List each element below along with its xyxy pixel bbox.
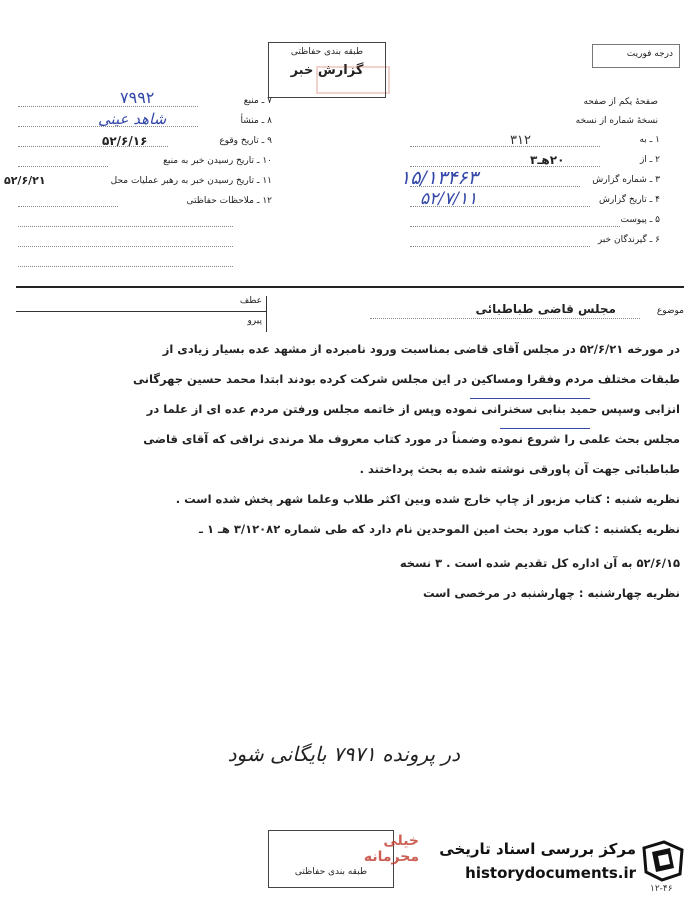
archive-website: historydocuments.ir xyxy=(465,864,636,882)
right-field-3: ۳ ـ شماره گزارش ۱۵/۱۳۴۶۳ xyxy=(400,167,660,189)
dotted-line xyxy=(18,146,168,147)
dotted-line xyxy=(410,186,580,187)
field-num: ۹ xyxy=(267,136,272,146)
left-field-8: ۸ ـ منشأ شاهد عینی xyxy=(98,110,272,128)
right-field-1: ۱ ـ به ۳۱۲ xyxy=(510,133,660,148)
dotted-line xyxy=(410,146,600,147)
priority-box xyxy=(592,44,680,68)
archive-center-name: مرکز بررسی اسناد تاریخی xyxy=(439,840,636,858)
opinion-line: نظریه یکشنبه : کتاب مورد بحث امین الموحدین نام دارد که طی شماره ۳/۱۲۰۸۲ هـ ۱ ـ xyxy=(199,522,680,536)
field-num: ۷ xyxy=(267,96,272,106)
body-line: طباطبائی جهت آن پاورقی نوشته شده به بحث پرداختند . xyxy=(359,462,680,476)
field-label: منشأ xyxy=(240,116,259,126)
dotted-line xyxy=(18,266,233,267)
header-separator xyxy=(16,286,684,288)
priority-label: درجه فوریت xyxy=(626,49,673,59)
field-label: از xyxy=(639,155,647,165)
opinion-line: نظریه شنبه : کتاب مزبور از چاپ خارج شده وبین اکثر طلاب وعلما شهر پخش شده است . xyxy=(175,492,680,506)
field-num: ۳ xyxy=(655,175,660,185)
dotted-line xyxy=(410,246,590,247)
dotted-line xyxy=(18,106,198,107)
opinion-line: ۵۲/۶/۱۵ به آن اداره کل تقدیم شده است . ۳ نسخه xyxy=(399,556,680,570)
dotted-line xyxy=(18,206,118,207)
field-num: ۱۰ xyxy=(262,156,272,166)
stamp-mark xyxy=(316,66,390,94)
field-value-origin: شاهد عینی xyxy=(98,110,167,128)
field-label: منبع xyxy=(243,96,259,106)
field-label: تاریخ گزارش xyxy=(598,195,647,205)
page-line-text: صفحهٔ یکم از صفحه xyxy=(583,97,658,107)
body-line: در مورخه ۵۲/۶/۲۱ در مجلس آقای قاضی بمناسبت ورود نامبرده از مشهد عده بسیار زیادی از xyxy=(162,342,680,356)
peyro-label: پیرو xyxy=(247,316,262,326)
archive-logo-icon xyxy=(640,840,686,882)
right-field-2: ۲ ـ از ۲۰هـ۳ xyxy=(530,153,660,167)
secret-stamp: خیلی محرمانه xyxy=(363,833,419,865)
field-label: به xyxy=(639,135,647,145)
left-field-11: ۱۱ ـ تاریخ رسیدن خبر به رهبر عملیات محل ۵۲/۶/۲۱ xyxy=(4,174,272,187)
subject-label: موضوع xyxy=(656,306,684,316)
field-num: ۱۲ xyxy=(262,196,272,206)
underline-mark xyxy=(500,428,590,429)
field-num: ۲ xyxy=(655,155,660,165)
page-line xyxy=(420,97,658,107)
left-field-7: ۷ ـ منبع ۷۹۹۲ xyxy=(120,88,272,107)
page-code: ۱۲-۴۶ xyxy=(650,884,673,894)
report-body xyxy=(40,342,680,616)
field-label: گیرندگان خبر xyxy=(597,235,647,245)
handwritten-archive-note: در پرونده ۷۹۷۱ بایگانی شود xyxy=(227,742,460,766)
dotted-line xyxy=(18,226,233,227)
field-num: ۸ xyxy=(267,116,272,126)
atf-label: عطف xyxy=(239,296,262,306)
field-num: ۶ xyxy=(655,235,660,245)
left-field-10: ۱۰ ـ تاریخ رسیدن خبر به منبع xyxy=(163,156,272,166)
body-line: مجلس بحث علمی را شروع نموده وضمناً در مورد کتاب معروف ملا مرندی نراقی که آقای قاضی xyxy=(143,432,680,446)
field-label: تاریخ رسیدن خبر به رهبر عملیات محل xyxy=(110,176,254,186)
field-label: شماره گزارش xyxy=(592,175,647,185)
field-value-to: ۳۱۲ xyxy=(510,133,531,148)
right-field-list xyxy=(400,133,660,255)
field-num: ۵ xyxy=(655,215,660,225)
field-label: تاریخ وقوع xyxy=(219,136,259,146)
copy-line-text: نسخهٔ شماره از نسخه xyxy=(575,116,658,126)
body-line: انزابی وسپس حمید بنابی سخنرانی نموده وپس از خاتمه مجلس ورفتن مردم عده ای از علما در xyxy=(146,402,680,416)
classification-label: طبقه بندی حفاظتی xyxy=(290,47,364,57)
field-value-source: ۷۹۹۲ xyxy=(120,88,155,107)
field-value-event-date: ۵۲/۶/۱۶ xyxy=(102,134,148,148)
dotted-line xyxy=(410,226,620,227)
right-field-5: ۵ ـ پیوست xyxy=(620,215,660,225)
field-value-arrival-date: ۵۲/۶/۲۱ xyxy=(4,174,46,187)
field-value-report-date: ۵۲/۷/۱۱ xyxy=(420,189,478,209)
footer-classification-label: طبقه بندی حفاظتی xyxy=(294,867,368,877)
underline-mark xyxy=(470,398,590,399)
field-label: ملاحظات حفاظتی xyxy=(186,196,254,206)
opinion-line: نظریه چهارشنبه : چهارشنبه در مرخصی است xyxy=(422,586,680,600)
body-line: طبقات مختلف مردم وفقرا ومساکین در این مجلس شرکت کرده بودند ابتدا محمد حسین جهرگانی xyxy=(133,372,680,386)
subject-value: مجلس قاضی طباطبائی xyxy=(475,302,616,316)
atf-peyro-box xyxy=(16,296,267,332)
field-value-from: ۲۰هـ۳ xyxy=(530,153,565,167)
right-field-6: ۶ ـ گیرندگان خبر xyxy=(597,235,660,245)
report-title: گزارش خبر xyxy=(290,63,364,78)
left-field-list xyxy=(4,88,272,216)
copy-line xyxy=(420,116,658,126)
dotted-line xyxy=(410,206,590,207)
right-field-4: ۴ ـ تاریخ گزارش ۵۲/۷/۱۱ xyxy=(420,189,660,209)
field-num: ۴ xyxy=(655,195,660,205)
field-label: تاریخ رسیدن خبر به منبع xyxy=(163,156,254,166)
dotted-line xyxy=(18,126,198,127)
field-num: ۱ xyxy=(655,135,660,145)
field-label: پیوست xyxy=(620,215,647,225)
left-field-12: ۱۲ ـ ملاحظات حفاظتی xyxy=(186,196,272,206)
field-value-report-number: ۱۵/۱۳۴۶۳ xyxy=(400,167,478,189)
dotted-line xyxy=(410,166,600,167)
atf-divider xyxy=(16,311,266,312)
footer-classification-box xyxy=(268,830,419,888)
left-field-9: ۹ ـ تاریخ وقوع ۵۲/۶/۱۶ xyxy=(102,134,272,148)
subject-dotted-line xyxy=(370,318,640,319)
field-num: ۱۱ xyxy=(262,176,272,186)
dotted-line xyxy=(18,166,108,167)
dotted-line xyxy=(18,246,233,247)
